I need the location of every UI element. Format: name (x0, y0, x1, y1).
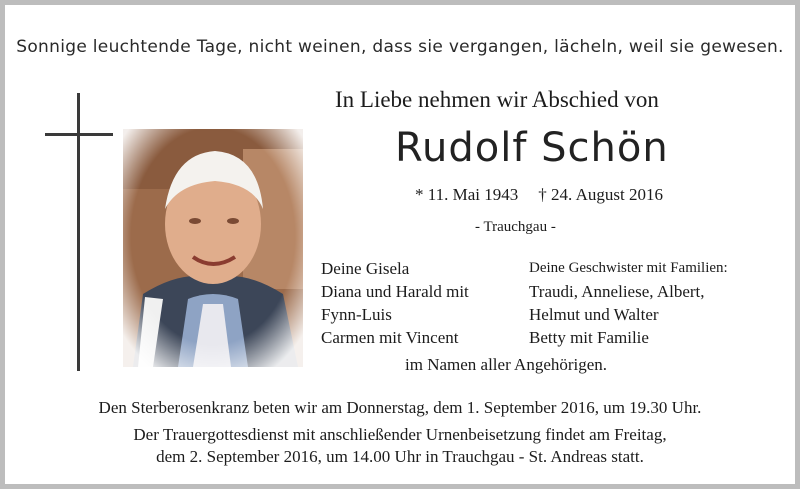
mourner-line: Traudi, Anneliese, Albert, (529, 282, 705, 301)
mourner-line: Helmut und Walter (529, 305, 659, 324)
motto: Sonnige leuchtende Tage, nicht weinen, dass sie vergangen, lächeln, weil sie gewesen. (16, 37, 784, 57)
mourner-line: Betty mit Familie (529, 328, 649, 347)
siblings-heading: Deine Geschwister mit Familien: (529, 260, 728, 276)
mourners-right (529, 257, 728, 349)
mourners-left (321, 257, 469, 349)
on-behalf-line: im Namen aller Angehörigen. (405, 355, 608, 374)
mourner-line: Diana und Harald mit (321, 282, 469, 301)
hometown: - Trauchgau - (475, 219, 556, 235)
service-line: dem 2. September 2016, um 14.00 Uhr in Trauchgau - St. Andreas statt. (156, 447, 644, 466)
death-date: † 24. August 2016 (538, 185, 663, 204)
deceased-name: Rudolf Schön (395, 125, 669, 171)
service-notice (5, 424, 795, 468)
portrait-photo (123, 129, 303, 367)
mourner-line: Fynn-Luis (321, 305, 392, 324)
mourner-line: Carmen mit Vincent (321, 328, 459, 347)
life-dates (415, 185, 663, 205)
service-line: Der Trauergottesdienst mit anschließender Urnenbeisetzung findet am Freitag, (133, 425, 667, 444)
mourner-line: Deine Gisela (321, 259, 410, 278)
rosary-notice: Den Sterberosenkranz beten wir am Donnerstag, dem 1. September 2016, um 19.30 Uhr. (98, 398, 702, 417)
birth-date: * 11. Mai 1943 (415, 185, 519, 204)
intro-heading: In Liebe nehmen wir Abschied von (335, 87, 659, 112)
